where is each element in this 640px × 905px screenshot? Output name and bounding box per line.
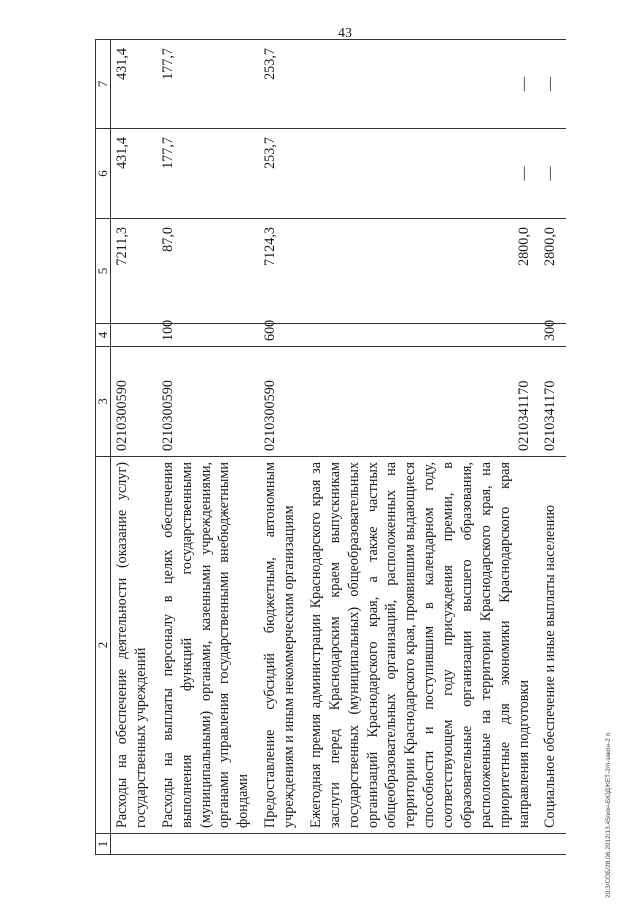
row-number-cell bbox=[305, 834, 540, 855]
col6-cell: — bbox=[305, 129, 540, 219]
expense-type-cell bbox=[111, 324, 157, 347]
target-code-cell: 0210341170 bbox=[305, 347, 540, 457]
row-number-cell bbox=[539, 834, 566, 855]
amount-cell: 7124,3 bbox=[259, 219, 305, 324]
expense-type-cell: 100 bbox=[157, 324, 259, 347]
table-row bbox=[157, 40, 259, 855]
column-header: 2 bbox=[96, 457, 111, 834]
col6-cell: — bbox=[539, 129, 566, 219]
table-row bbox=[305, 40, 540, 855]
col7-cell: 253,7 bbox=[259, 40, 305, 129]
column-header: 7 bbox=[96, 40, 111, 129]
table-row bbox=[539, 40, 566, 855]
document-stamp: 20.3/СОБ/28.06.2012/13.45/кон-БЮДЖЕТ-2/п-закон-2 п bbox=[605, 732, 612, 898]
col7-cell: 177,7 bbox=[157, 40, 259, 129]
column-header: 5 bbox=[96, 219, 111, 324]
description-cell: Социальное обеспечение и иные выплаты населению bbox=[539, 457, 566, 834]
amount-cell: 2800,0 bbox=[305, 219, 540, 324]
col6-cell: 253,7 bbox=[259, 129, 305, 219]
amount-cell: 2800,0 bbox=[539, 219, 566, 324]
description-cell: Ежегодная премия администрации Краснодарского края за заслуги перед Краснодарским краем выпускникам государственных (муниципальных) общеобразовательных организаций Краснодарского края, а также частных общеобразовательных организаций, расположенных на территории Краснодарского края, проявившим выдающиеся способности и поступившим в календарном году, соответствующем году присуждения премии, в образовательные организации высшего образования, расположенные на территории Краснодарского края, на приоритетные для экономики Краснодарского края направления подготовки bbox=[305, 457, 540, 834]
expense-type-cell: 300 bbox=[539, 324, 566, 347]
column-header: 6 bbox=[96, 129, 111, 219]
row-number-cell bbox=[111, 834, 157, 855]
expense-type-cell bbox=[305, 324, 540, 347]
col6-cell: 431,4 bbox=[111, 129, 157, 219]
target-code-cell: 0210300590 bbox=[111, 347, 157, 457]
expense-type-cell: 600 bbox=[259, 324, 305, 347]
table-row bbox=[111, 40, 157, 855]
column-header-row bbox=[96, 40, 111, 855]
row-number-cell bbox=[259, 834, 305, 855]
col7-cell: 431,4 bbox=[111, 40, 157, 129]
column-header: 3 bbox=[96, 347, 111, 457]
row-number-cell bbox=[157, 834, 259, 855]
col7-cell: — bbox=[539, 40, 566, 129]
target-code-cell: 0210300590 bbox=[157, 347, 259, 457]
col7-cell: — bbox=[305, 40, 540, 129]
table-row bbox=[259, 40, 305, 855]
target-code-cell: 0210341170 bbox=[539, 347, 566, 457]
description-cell: Расходы на обеспечение деятельности (оказание услуг) государственных учреждений bbox=[111, 457, 157, 834]
column-header: 4 bbox=[96, 324, 111, 347]
budget-table bbox=[95, 39, 566, 855]
col6-cell: 177,7 bbox=[157, 129, 259, 219]
target-code-cell: 0210300590 bbox=[259, 347, 305, 457]
page-number: 43 bbox=[338, 26, 352, 41]
description-cell: Предоставление субсидий бюджетным, автономным учреждениям и иным некоммерческим организациям bbox=[259, 457, 305, 834]
amount-cell: 7211,3 bbox=[111, 219, 157, 324]
description-cell: Расходы на выплаты персоналу в целях обеспечения выполнения функций государственными (муниципальными) органами, казенными учреждениями, органами управления государственными внебюджетными фондами bbox=[157, 457, 259, 834]
rotated-budget-table-container bbox=[95, 40, 605, 855]
column-header: 1 bbox=[96, 834, 111, 855]
amount-cell: 87,0 bbox=[157, 219, 259, 324]
